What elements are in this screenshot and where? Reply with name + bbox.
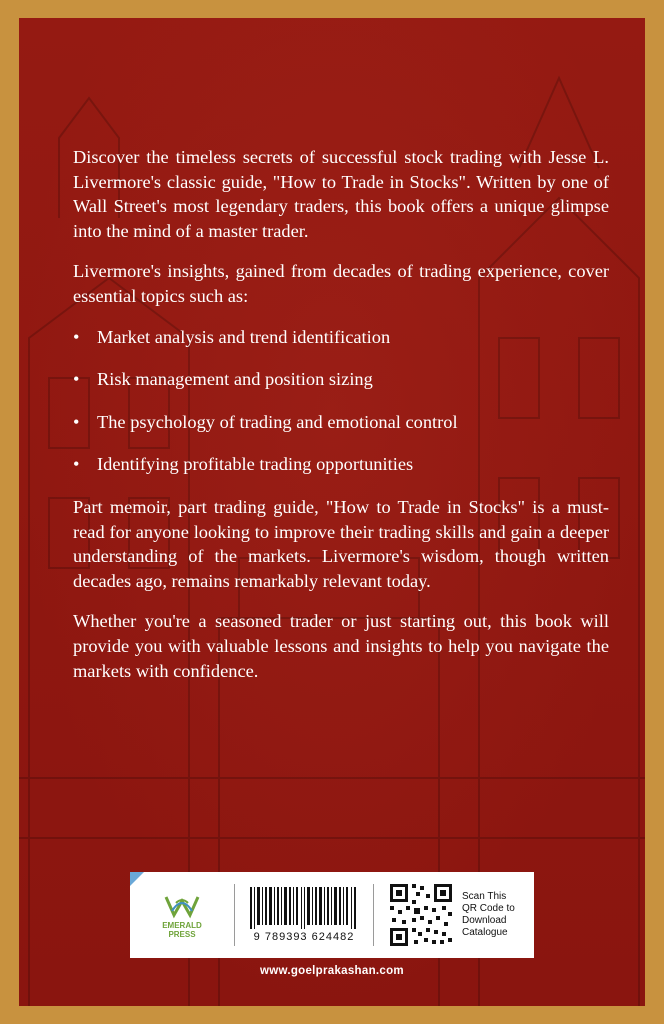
publisher-name: EMERALD PRESS	[162, 921, 202, 939]
intro-paragraph: Discover the timeless secrets of successful stock trading with Jesse L. Livermore's classic guide, "How to Trade in Stocks". Written by one of Wall Street's most legendary traders, this book offers a unique glimpse into the mind of a master trader.	[73, 147, 609, 241]
qr-code-icon[interactable]	[388, 882, 454, 948]
isbn-number: 9 789393 624482	[253, 931, 355, 943]
qr-caption: Scan This QR Code to Download Catalogue	[462, 891, 515, 938]
topics-list	[73, 325, 609, 477]
publisher-logo	[130, 872, 234, 958]
website-url[interactable]: www.goelprakashan.com	[260, 965, 404, 977]
description-text-block	[73, 145, 609, 699]
qr-section	[374, 872, 534, 958]
cover-panel	[19, 18, 645, 1006]
publisher-info-strip	[130, 872, 534, 958]
barcode-icon	[248, 887, 360, 929]
isbn-barcode	[235, 872, 373, 958]
emerald-press-logo-icon	[162, 891, 202, 921]
corner-accent	[130, 872, 144, 886]
topics-lead-paragraph: Livermore's insights, gained from decades of trading experience, cover essential topics such as:	[73, 261, 609, 306]
memoir-paragraph: Part memoir, part trading guide, "How to Trade in Stocks" is a must-read for anyone looking to improve their trading skills and gain a deeper understanding of the markets. Livermore's wisdom, though written decades ago, remains remarkably relevant today.	[73, 496, 609, 591]
list-item: • Market analysis and trend identification	[73, 325, 609, 350]
list-item: • The psychology of trading and emotional control	[73, 410, 609, 435]
list-item: • Identifying profitable trading opportunities	[73, 452, 609, 477]
closing-paragraph: Whether you're a seasoned trader or just starting out, this book will provide you with valuable lessons and insights to help you navigate the markets with confidence.	[73, 611, 609, 681]
list-item: • Risk management and position sizing	[73, 367, 609, 392]
